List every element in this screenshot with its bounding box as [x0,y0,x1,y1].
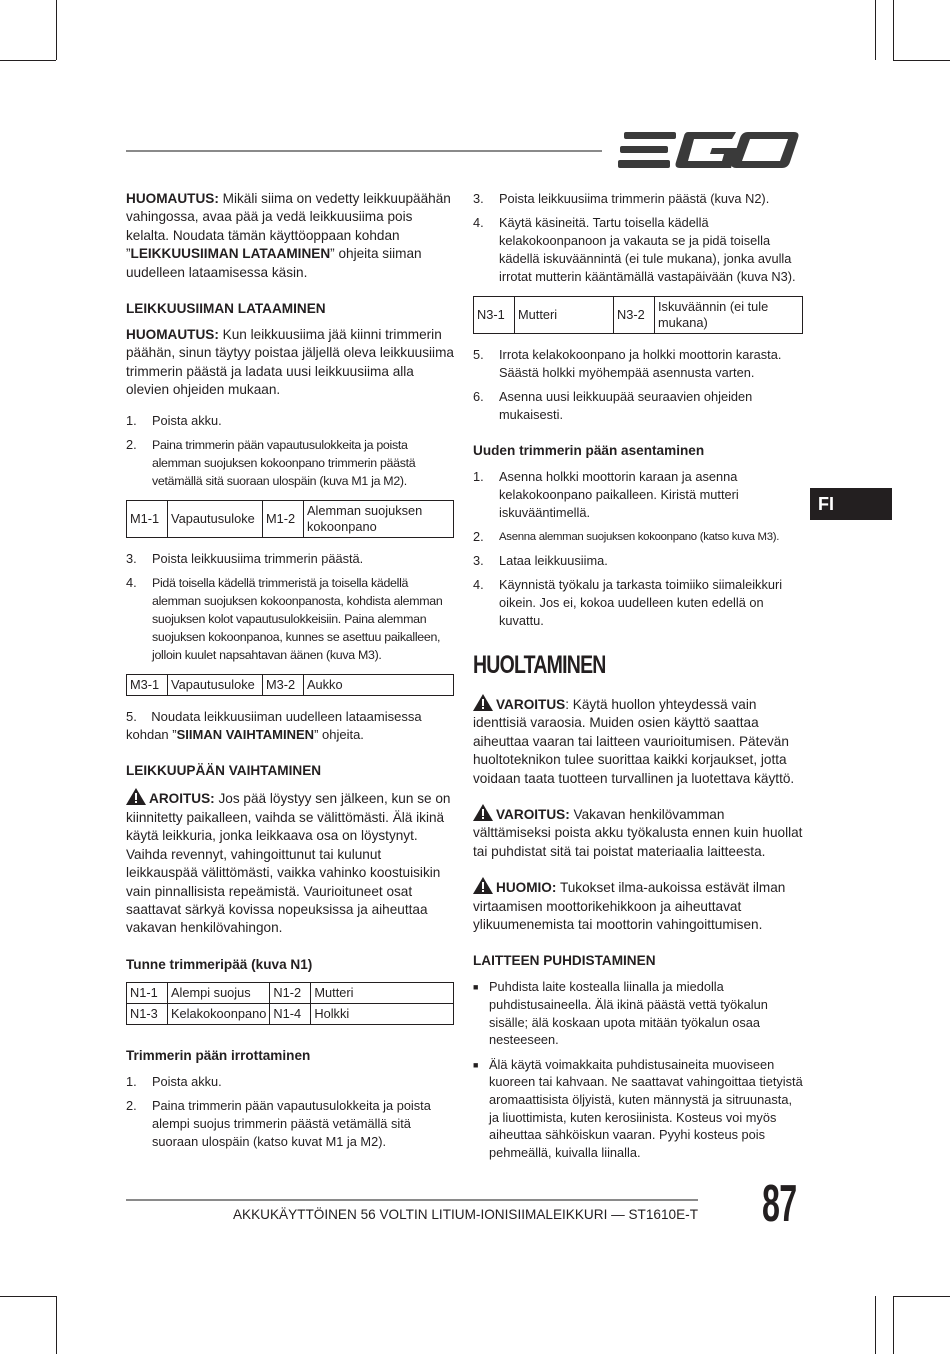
table-cell: N3-1 [474,297,515,334]
step-number: 2. [126,436,137,452]
right-column [473,190,803,1168]
table-cell: Alempi suojus [168,982,270,1003]
left-column [126,190,454,1161]
table-cell: Holkki [311,1003,454,1024]
step-text: Irrota kelakokoonpano ja holkki moottorin karasta. Säästä holkki myöhempää asennusta varten. [499,347,782,380]
note-text: Kun leikkuusiima jää kiinni trimmerin päähän, sinun täytyy poistaa jäljellä oleva leikkuusiima trimmerin päästä ja ladata uusi leikkuusiima alla olevien ohjeiden mukaan. [126,327,454,398]
warning-triangle-icon [126,788,146,805]
step-number: 3. [473,191,484,206]
step-number: 5. [126,708,137,724]
table-cell: Aukko [304,674,454,695]
warning-text: : Käytä huollon yhteydessä vain identtisiä varaosia. Muiden osien käyttö saattaa aiheuttaa vaaran tai laitteen vaurioitumisen. Pätevän huoltoteknikon tulee suorittaa kaikki korjaukset, jotta voidaan taata tuotteen turvallinen ja luotettava käyttö. [473,697,795,786]
bullet-square-icon: ■ [473,982,479,993]
step-list [126,1073,454,1151]
list-item [473,528,803,546]
list-item [473,576,803,630]
list-item [126,550,454,568]
list-item [126,574,454,664]
warning-label: AROITUS: [149,791,215,807]
warning-paragraph [126,788,454,937]
warning-paragraph [473,694,803,788]
list-item [126,412,454,430]
parts-table [126,982,454,1025]
step-number: 1. [473,469,484,484]
list-item [473,978,803,1048]
step-text: Asenna alemman suojuksen kokoonpano (katso kuva M3). [499,531,780,543]
table-cell: M1-2 [263,500,304,537]
crop-mark [0,60,56,61]
note-paragraph [126,326,454,400]
warning-paragraph [473,804,803,861]
section-heading: Trimmerin pään irrottaminen [126,1047,311,1063]
table-cell: M1-1 [127,500,168,537]
crop-mark [875,1296,876,1354]
step-number: 2. [126,1097,137,1113]
table-cell: Alemman suojuksen kokoonpano [304,500,454,537]
step-text: Paina trimmerin pään vapautusulokkeita ja poista alempi suojus trimmerin päästä vetämällä sitä suoraan ulospäin (katso kuvat M1 ja M2). [152,1097,431,1149]
step-number: 4. [126,574,137,590]
caution-paragraph [473,877,803,934]
step-number: 3. [126,550,137,566]
language-tab: FI [810,488,892,520]
step-text: Käytä käsineitä. Tartu toisella kädellä kelakokoonpanoon ja vakauta se ja pidä toisella kädellä iskuväännintä (ei tule mukana), jonka avulla irrotat mutterin kääntämällä vastapäivään (kuva N3). [499,215,796,284]
crop-mark [56,1296,57,1354]
note-emphasis: LEIKKUUSIIMAN LATAAMINEN [130,246,331,262]
step-text: Asenna holkki moottorin karaan ja asenna kelakokoonpano paikalleen. Kiristä mutteri iskuvääntimellä. [499,469,739,520]
step-emphasis: SIIMAN VAIHTAMINEN [176,727,315,743]
step-number: 6. [473,389,484,404]
step-text: ” ohjeita. [314,727,364,743]
list-item [126,1097,454,1151]
step-number: 1. [126,412,137,428]
note-paragraph [126,190,454,282]
list-item [473,190,803,208]
crop-mark [893,0,894,60]
warning-triangle-icon [473,694,493,711]
table-cell: Vapautusuloke [168,674,263,695]
step-number: 1. [126,1073,137,1089]
list-item [473,468,803,522]
step-number: 4. [473,577,484,592]
header-rule [126,150,602,152]
crop-mark [893,60,950,61]
warning-label: VAROITUS: [496,807,570,823]
caution-label: HUOMIO: [496,880,557,896]
section-heading: LEIKKUUPÄÄN VAIHTAMINEN [126,763,322,779]
list-item [473,214,803,286]
crop-mark [893,1296,894,1354]
table-cell: Mutteri [515,297,614,334]
bullet-list [473,978,803,1161]
section-heading: LAITTEEN PUHDISTAMINEN [473,953,656,969]
step-text: Poista akku. [152,1073,222,1089]
table-cell: M3-2 [263,674,304,695]
note-label: HUOMAUTUS: [126,191,219,206]
step-list [126,412,454,490]
parts-table [126,674,454,696]
bullet-square-icon: ■ [473,1059,479,1070]
page-number: 87 [762,1175,797,1233]
step-text: Noudata leikkuusiiman uudelleen lataamisessa kohdan ” [126,708,422,743]
table-cell: M3-1 [127,674,168,695]
table-cell: Vapautusuloke [168,500,263,537]
ego-logo [618,128,800,172]
list-item [473,1056,803,1162]
list-item [126,436,454,490]
chapter-title: HUOLTAMINEN [473,651,606,679]
table-cell: N1-4 [270,1003,311,1024]
footer-rule [126,1199,698,1201]
step-list [126,550,454,664]
table-row [127,982,454,1003]
step-number: 2. [473,529,484,544]
crop-mark [893,1296,950,1297]
step-text: Poista akku. [152,412,222,428]
step-text: Käynnistä työkalu ja tarkasta toimiiko siimaleikkuri oikein. Jos ei, kokoa uudelleen kuten edellä on kuvattu. [499,577,783,628]
warning-triangle-icon [473,804,493,821]
bullet-text: Puhdista laite kostealla liinalla ja miedolla puhdistusaineella. Älä ikinä päästä vettä työkalun sisälle; älä koskaan upota mitään työkalun osaa nesteeseen. [489,979,768,1048]
step-list [473,468,803,630]
parts-table [126,500,454,538]
parts-table [473,296,803,334]
note-text: Mikäli siima on vedetty leikkuupäähän vahingossa, avaa pää ja vedä leikkuusiima pois kelalta. Noudata tämän käyttöoppaan kohdan ” [126,191,451,262]
step-number: 3. [473,553,484,568]
table-row [127,1003,454,1024]
table-cell: Iskuväännin (ei tule mukana) [655,297,803,334]
section-heading: Tunne trimmeripää (kuva N1) [126,956,313,972]
note-text: ” ohjeita siiman uudelleen lataamisessa käsin. [126,246,422,280]
warning-label: VAROITUS [496,697,566,712]
list-item [126,1073,454,1091]
section-heading: LEIKKUUSIIMAN LATAAMINEN [126,301,326,317]
warning-text: Vakavan henkilövamman välttämiseksi poista akku työkalusta ennen kuin huollat tai puhdistat sitä tai poistat materiaalia laitteesta. [473,807,803,859]
warning-triangle-icon [473,877,493,894]
caution-text: Tukokset ilma-aukoissa estävät ilman virtaamisen moottorikehikkoon ja aiheuttavat ylikuumenemista tai moottorin vahingoittumisen. [473,880,786,933]
note-label: HUOMAUTUS: [126,327,219,343]
table-cell: Kelakokoonpano [168,1003,270,1024]
list-item [473,346,803,382]
list-item [473,552,803,570]
table-cell: N1-3 [127,1003,168,1024]
section-heading: Uuden trimmerin pään asentaminen [473,443,705,458]
step-text: Poista leikkuusiima trimmerin päästä. [152,550,364,566]
step-paragraph [126,708,454,745]
table-row [127,500,454,537]
step-number: 5. [473,347,484,362]
step-text: Poista leikkuusiima trimmerin päästä (kuva N2). [499,191,770,206]
step-list [473,346,803,424]
crop-mark [56,0,57,60]
step-text: Paina trimmerin pään vapautusulokkeita ja poista alemman suojuksen kokoonpano trimmerin päästä vetämällä sitä suoraan ulospäin (kuva M1 ja M2). [152,437,416,488]
table-row [474,297,803,334]
footer-title: AKKUKÄYTTÖINEN 56 VOLTIN LITIUM-IONISIIMALEIKKURI — ST1610E-T [232,1207,698,1222]
step-text: Lataa leikkuusiima. [499,553,608,568]
table-cell: Mutteri [311,982,454,1003]
list-item [473,388,803,424]
table-row [127,674,454,695]
step-number: 4. [473,215,484,230]
crop-mark [0,1296,56,1297]
bullet-text: Älä käytä voimakkaita puhdistusaineita muoviseen kuoreen tai kahvaan. Ne saattavat vahingoittaa tietyistä aromaattisista öljyistä, kuten männystä ja sitruunasta, ja liuottimista, kuten kerosiinista. Kosteus voi myös aiheuttaa sähköiskun vaaran. Pyyhi kosteus pois pehmeällä, kuivalla liinalla. [489,1056,803,1160]
table-cell: N1-2 [270,982,311,1003]
step-list [473,190,803,286]
table-cell: N3-2 [614,297,655,334]
table-cell: N1-1 [127,982,168,1003]
crop-mark [875,0,876,60]
step-text: Pidä toisella kädellä trimmeristä ja toisella kädellä alemman suojuksen kokoonpanosta, kohdista alemman suojuksen kolot vapautusulokkeisiin. Paina alemman suojuksen kokoonpanoa, kunnes se asettuu paikalleen, jolloin kuulet napsahtavan äänen (kuva M3). [152,575,443,662]
step-text: Asenna uusi leikkuupää seuraavien ohjeiden mukaisesti. [499,389,753,422]
warning-text: Jos pää löystyy sen jälkeen, kun se on kiinnitetty paikalleen, vaihda se välittömästi. Älä ikinä käytä leikkuria, jonka leikkaava osa on löystynyt. Vaihda revennyt, vahingoittunut tai kulunut leikkauspää välittömästi, vaikka vahinko koostuisikin vain pinnallisista repeämistä. Vaurioituneet osat saattavat särkyä kovissa nopeuksissa ja aiheuttaa vakavan henkilövahingon. [126,791,451,936]
